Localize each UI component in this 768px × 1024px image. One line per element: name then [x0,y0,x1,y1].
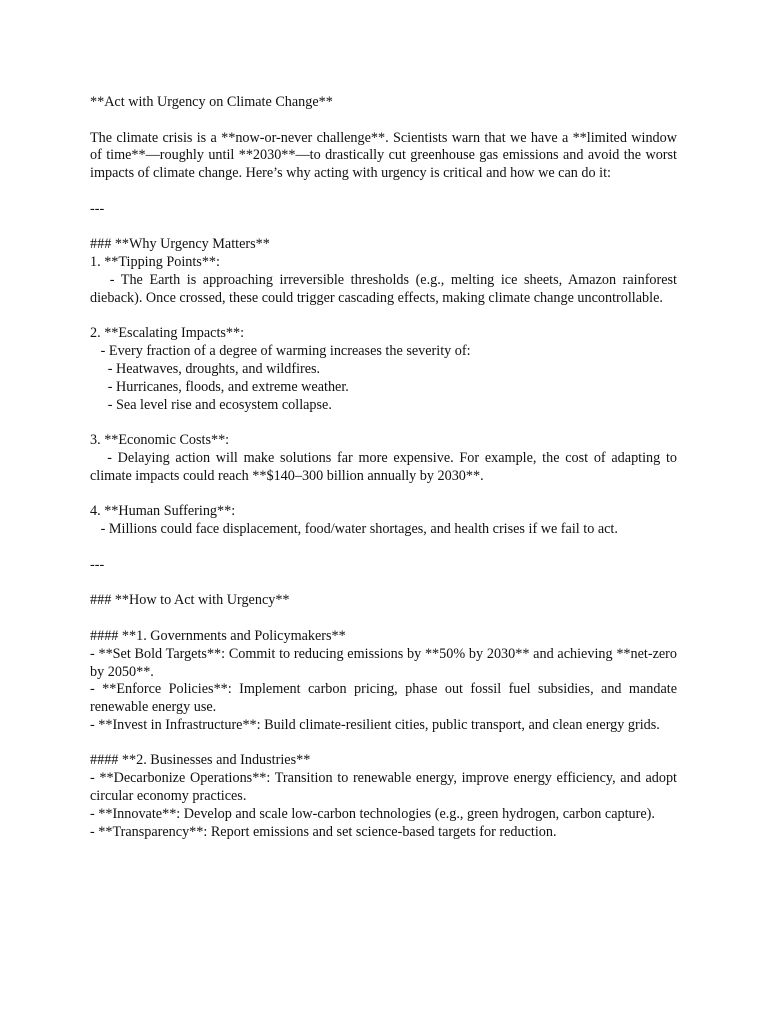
spacer [90,539,677,557]
bullet-item: - **Enforce Policies**: Implement carbon pricing, phase out fossil fuel subsidies, and mandate renewable energy use. [90,681,677,716]
intro-paragraph: The climate crisis is a **now-or-never challenge**. Scientists warn that we have a **limited window of time**—roughly until **2030**—to drastically cut greenhouse gas emissions and avoid the worst impacts of climate change. Here’s why acting with urgency is critical and how we can do it: [90,129,677,182]
bullet-item: - **Invest in Infrastructure**: Build climate-resilient cities, public transport, and clean energy grids. [90,716,660,733]
spacer [90,308,677,326]
divider: --- [90,200,105,217]
spacer [90,183,677,201]
divider: --- [90,556,105,573]
spacer [90,112,677,130]
spacer [90,414,677,432]
document-title: **Act with Urgency on Climate Change** [90,94,333,110]
list-item-body: - The Earth is approaching irreversible thresholds (e.g., melting ice sheets, Amazon rainforest dieback). Once crossed, these could trigger cascading effects, making climate change uncontrollable. [90,271,681,306]
list-item-body: - Delaying action will make solutions far more expensive. For example, the cost of adapting to climate impacts could reach **$140–300 billion annually by 2030**. [90,449,681,484]
bullet-item: - **Transparency**: Report emissions and set science-based targets for reduction. [90,823,557,840]
spacer [90,610,677,628]
bullet-item: - **Innovate**: Develop and scale low-carbon technologies (e.g., green hydrogen, carbon capture). [90,805,655,822]
sub-list-item: - Heatwaves, droughts, and wildfires. [90,360,321,377]
list-item-title: 2. **Escalating Impacts**: [90,325,245,342]
section-heading-why: ### **Why Urgency Matters** [90,236,270,253]
spacer [90,735,677,753]
spacer [90,575,677,593]
sub-list-item: - Hurricanes, floods, and extreme weather. [90,378,349,395]
section-heading-how: ### **How to Act with Urgency** [90,592,290,609]
list-item-title: 4. **Human Suffering**: [90,503,236,520]
list-item-title: 1. **Tipping Points**: [90,254,220,271]
spacer [90,219,677,237]
document-page [90,94,681,841]
sub-list-item: - Sea level rise and ecosystem collapse. [90,396,332,413]
list-item-body: - Millions could face displacement, food/water shortages, and health crises if we fail to act. [90,521,618,538]
bullet-item: - **Decarbonize Operations**: Transition to renewable energy, improve energy efficiency, and adopt circular economy practices. [90,770,677,805]
list-item-body: - Every fraction of a degree of warming increases the severity of: [90,343,471,360]
list-item-title: 3. **Economic Costs**: [90,432,230,449]
spacer [90,486,677,504]
subsection-heading-businesses: #### **2. Businesses and Industries** [90,752,311,769]
subsection-heading-governments: #### **1. Governments and Policymakers** [90,627,346,644]
bullet-item: - **Set Bold Targets**: Commit to reducing emissions by **50% by 2030** and achieving **net-zero by 2050**. [90,645,677,680]
